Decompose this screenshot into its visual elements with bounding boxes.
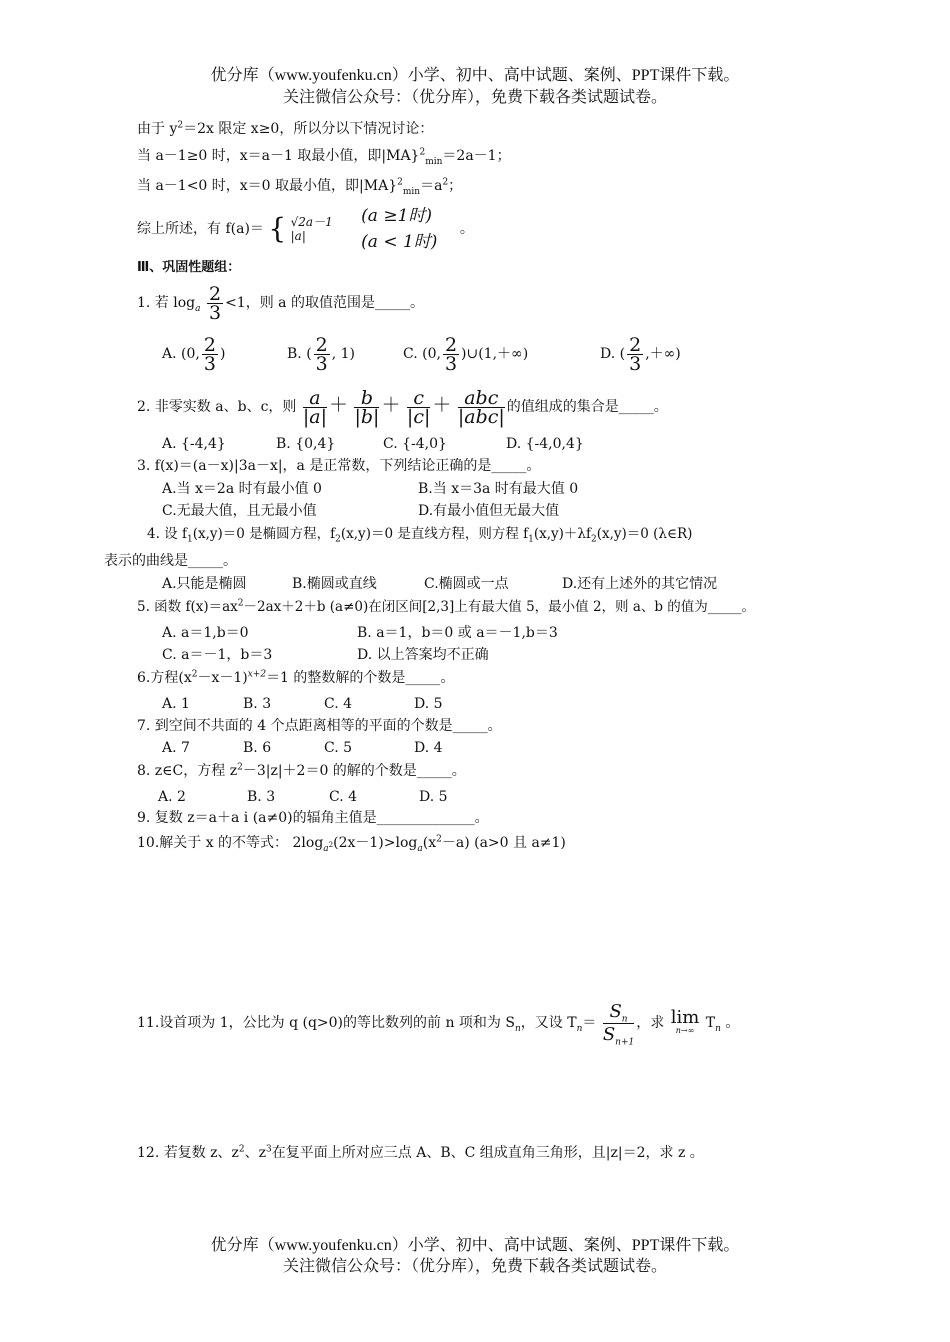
q5-option-c: C. a＝－1，b＝3 bbox=[162, 647, 273, 663]
limit: lim n→∞ bbox=[670, 1007, 700, 1035]
intro-line-3: 当 a－1<0 时，x＝0 取最小值，即$|MA\}^2_{min}=a^2$； bbox=[137, 177, 463, 197]
piecewise-values: √2a－1 |a| bbox=[290, 215, 333, 243]
question-12: 12. 若复数 z、$z^2$、$z^3$在复平面上所对应三点 A、B、C 组成直角三角形，且|z|＝2，求 z 。 bbox=[137, 1144, 704, 1161]
question-10: 10.解关于 x 的不等式： $2\log_{a^2}(2x-1)>\log_a(x^2-a)$ (a>0 且 a≠1) bbox=[137, 834, 566, 854]
q7-option-b: B. 6 bbox=[243, 740, 272, 756]
q4-option-b: B.椭圆或直线 bbox=[292, 576, 377, 592]
q1-option-c: C. (0, $\frac{2}{3}$ )∪(1,＋∞) bbox=[403, 333, 529, 375]
question-7: 7. 到空间不共面的 4 个点距离相等的平面的个数是_____。 bbox=[137, 718, 502, 734]
intro-line-4: 综上所述，有 f(a)＝ { √2a－1 |a| (a ≥1时) (a < 1时) 。 bbox=[137, 203, 474, 253]
q8-option-d: D. 5 bbox=[419, 789, 448, 805]
q8-option-b: B. 3 bbox=[247, 789, 276, 805]
question-3: 3. f(x)＝(a－x)|3a－x|，a 是正常数，下列结论正确的是_____。 bbox=[137, 458, 541, 474]
q1-option-a: A. (0, $\frac{2}{3}$ ) bbox=[162, 333, 226, 375]
q6-option-c: C. 4 bbox=[324, 696, 353, 712]
q7-option-a: A. 7 bbox=[162, 740, 190, 756]
footer-line-1: 优分库（www.youfenku.cn）小学、初中、高中试题、案例、PPT课件下载。 bbox=[210, 1237, 740, 1254]
q6-option-d: D. 5 bbox=[414, 696, 443, 712]
section-title: Ⅲ、巩固性题组： bbox=[137, 260, 241, 275]
q3-option-d: D.有最小值但无最大值 bbox=[418, 503, 560, 519]
fraction-s: $\frac{S_n}{S_{n+1}}$ bbox=[602, 1000, 635, 1048]
q5-option-d: D. 以上答案均不正确 bbox=[357, 647, 489, 663]
question-6: 6.方程$(x^2-x-1)^{x+2}=1$ 的整数解的个数是_____。 bbox=[137, 669, 455, 686]
q4-option-d: D.还有上述外的其它情况 bbox=[562, 576, 718, 592]
q2-option-c: C. {-4,0} bbox=[383, 436, 447, 452]
q4-option-a: A.只能是椭圆 bbox=[162, 576, 247, 592]
q7-option-d: D. 4 bbox=[414, 740, 443, 756]
question-2: 2. 非零实数 a、b、c，则 $\frac{a}{|a|}$ ＋ $\frac{b}{|b|}$ ＋ $\frac{c}{|c|}$ ＋ $\frac{\text{abc}}{\text{|abc|}}$ 的值组成的集合是_____。 bbox=[137, 386, 668, 428]
question-4-cont: 表示的曲线是_____。 bbox=[104, 553, 237, 569]
q8-option-c: C. 4 bbox=[329, 789, 358, 805]
q3-option-a: A.当 x＝2a 时有最小值 0 bbox=[162, 481, 322, 497]
question-11: 11.设首项为 1，公比为 q (q>0)的等比数列的前 n 项和为 $S_n$，又设 $T_n=$ $\frac{S_n}{S_{n+1}}$ ，求 lim n→∞ $T_n$ 。 bbox=[137, 1000, 740, 1048]
header-line-1: 优分库（www.youfenku.cn）小学、初中、高中试题、案例、PPT课件下载。 bbox=[210, 67, 740, 84]
q5-option-a: A. a＝1,b＝0 bbox=[162, 625, 249, 641]
fraction: $\frac{2}{3}$ bbox=[208, 282, 222, 324]
q4-option-c: C.椭圆或一点 bbox=[424, 576, 509, 592]
q6-option-b: B. 3 bbox=[243, 696, 272, 712]
question-5: 5. 函数 $f(x)=ax^2-2ax+2+b$ (a≠0)在闭区间[2,3]上有最大值 5，最小值 2，则 a、b 的值为_____。 bbox=[137, 598, 756, 615]
question-9: 9. 复数 z＝a＋a i (a≠0)的辐角主值是______________。 bbox=[137, 810, 489, 826]
q2-option-d: D. {-4,0,4} bbox=[506, 436, 584, 452]
footer-line-2: 关注微信公众号：（优分库），免费下载各类试题试卷。 bbox=[282, 1258, 667, 1275]
q5-option-b: B. a＝1，b＝0 或 a＝－1,b＝3 bbox=[357, 625, 558, 641]
q1-option-b: B. ( $\frac{2}{3}$ , 1) bbox=[287, 333, 356, 375]
q2-option-a: A. {-4,4} bbox=[162, 436, 226, 452]
question-1: 1. 若 $\log_a$ $\frac{2}{3}$ <1，则 a 的取值范围是_____。 bbox=[137, 282, 424, 324]
q8-option-a: A. 2 bbox=[158, 789, 186, 805]
piecewise-conditions: (a ≥1时) (a < 1时) bbox=[361, 206, 438, 252]
intro-line-2: 当 a－1≥0 时，x＝a－1 取最小值，即|MA}$^2_{min}$＝2a－1； bbox=[137, 147, 511, 167]
q2-option-b: B. {0,4} bbox=[276, 436, 336, 452]
header-line-2: 关注微信公众号：（优分库），免费下载各类试题试卷。 bbox=[282, 89, 667, 106]
question-4: 4. 设 $f_1(x,y)=0$ 是椭圆方程，$f_2(x,y)=0$ 是直线方程，则方程 $f_1(x,y)+\lambda f_2(x,y)=0$ (λ∈R) bbox=[147, 526, 693, 545]
intro-line-1: 由于 $y^2=2x$ 限定 x≥0，所以分以下情况讨论： bbox=[137, 120, 434, 137]
q6-option-a: A. 1 bbox=[162, 696, 190, 712]
q3-option-c: C.无最大值，且无最小值 bbox=[162, 503, 317, 519]
q1-option-d: D. ( $\frac{2}{3}$ ,＋∞) bbox=[600, 333, 681, 375]
q3-option-b: B.当 x＝3a 时有最大值 0 bbox=[418, 481, 579, 497]
q7-option-c: C. 5 bbox=[324, 740, 353, 756]
question-8: 8. z∈C，方程 $z^2-3|z|+2=0$ 的解的个数是_____。 bbox=[137, 762, 466, 779]
